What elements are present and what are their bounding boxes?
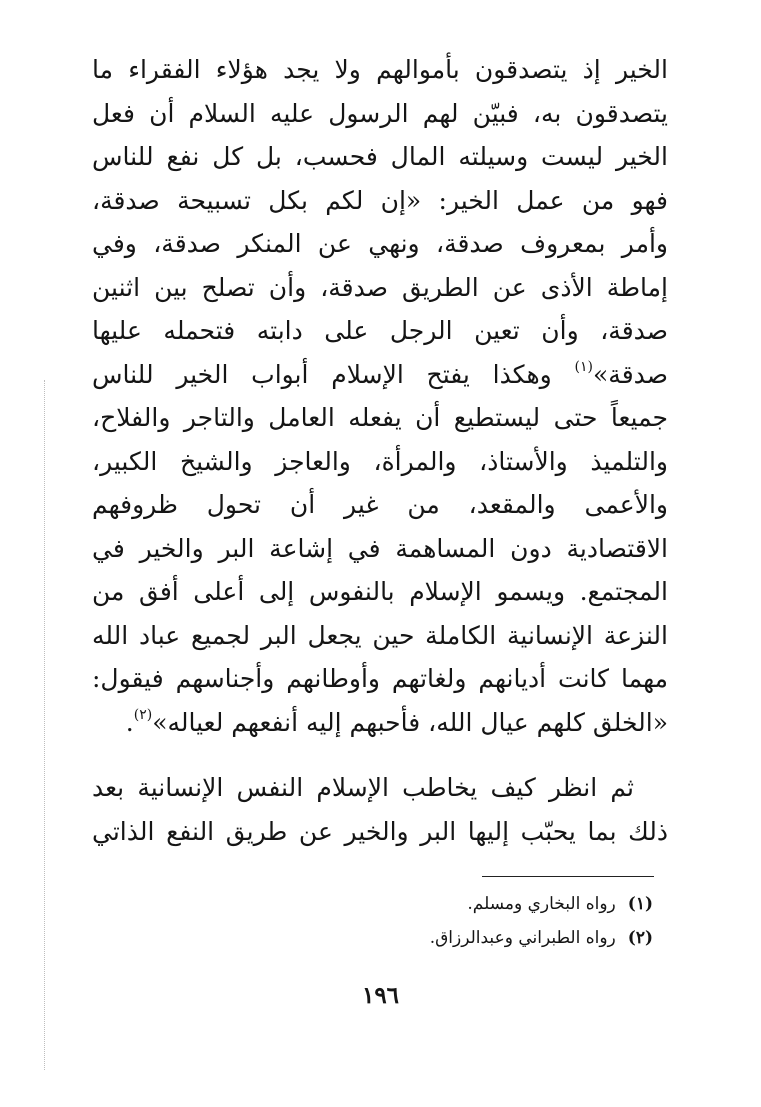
text-line: النزعة الإنسانية الكاملة حين يجعل البر لجميع عباد الله bbox=[92, 620, 668, 650]
text-segment: وهكذا يفتح الإسلام أبواب الخير للناس bbox=[92, 359, 552, 389]
period: . bbox=[125, 707, 134, 737]
text-line-with-footnote-2 bbox=[92, 701, 668, 745]
footnote-number: (١) bbox=[627, 894, 653, 914]
scan-edge-line bbox=[44, 380, 45, 1070]
footnote-text: رواه البخاري ومسلم. bbox=[467, 894, 616, 914]
text-line: والتلميذ والأستاذ، والمرأة، والعاجز والشيخ الكبير، bbox=[92, 446, 668, 476]
page-number: ١٩٦ bbox=[361, 982, 400, 1009]
quote: «الخلق كلهم عيال الله، فأحبهم إليه أنفعهم لعياله» bbox=[152, 707, 668, 737]
text-line: والأعمى والمقعد، من غير أن تحول ظروفهم bbox=[92, 490, 668, 519]
quote-end: صدقة» bbox=[593, 359, 668, 389]
main-paragraph bbox=[92, 48, 668, 744]
footnote-marker-2: (٢) bbox=[133, 706, 153, 723]
text-line: صدقة، وأن تعين الرجل على دابته فتحمله عليها bbox=[92, 316, 668, 345]
footnotes bbox=[430, 887, 653, 955]
footnote-text: رواه الطبراني وعبدالرزاق. bbox=[429, 928, 616, 948]
second-paragraph bbox=[92, 766, 668, 853]
footnote-item bbox=[430, 887, 653, 921]
text-line: الخير ليست وسيلته المال فحسب، بل كل نفع للناس bbox=[92, 142, 668, 171]
text-line: وأمر بمعروف صدقة، ونهي عن المنكر صدقة، وفي bbox=[92, 229, 668, 258]
text-line: المجتمع. ويسمو الإسلام بالنفوس إلى أعلى أفق من bbox=[92, 577, 668, 606]
footnote-marker-1: (١) bbox=[574, 358, 593, 375]
footnote-separator bbox=[482, 876, 654, 877]
text-line: الاقتصادية دون المساهمة في إشاعة البر والخير في bbox=[92, 533, 668, 563]
footnote-item bbox=[430, 921, 653, 955]
text-line-with-footnote-1 bbox=[92, 353, 668, 397]
footnote-number: (٢) bbox=[627, 928, 653, 948]
text-line: مهما كانت أديانهم ولغاتهم وأوطانهم وأجناسهم فيقول: bbox=[92, 664, 668, 693]
text-line: ثم انظر كيف يخاطب الإسلام النفس الإنسانية بعد bbox=[92, 773, 634, 802]
text-line: ذلك بما يحبّب إليها البر والخير عن طريق النفع الذاتي bbox=[92, 816, 668, 846]
text-line: إماطة الأذى عن الطريق صدقة، وأن تصلح بين اثنين bbox=[92, 272, 668, 302]
text-line: يتصدقون به، فبيّن لهم الرسول عليه السلام أن فعل bbox=[92, 98, 668, 128]
text-line: جميعاً حتى ليستطيع أن يفعله العامل والتاجر والفلاح، bbox=[92, 403, 668, 432]
text-line: الخير إذ يتصدقون بأموالهم ولا يجد هؤلاء الفقراء ما bbox=[92, 55, 668, 84]
text-line: فهو من عمل الخير: «إن لكم بكل تسبيحة صدقة، bbox=[92, 185, 668, 215]
